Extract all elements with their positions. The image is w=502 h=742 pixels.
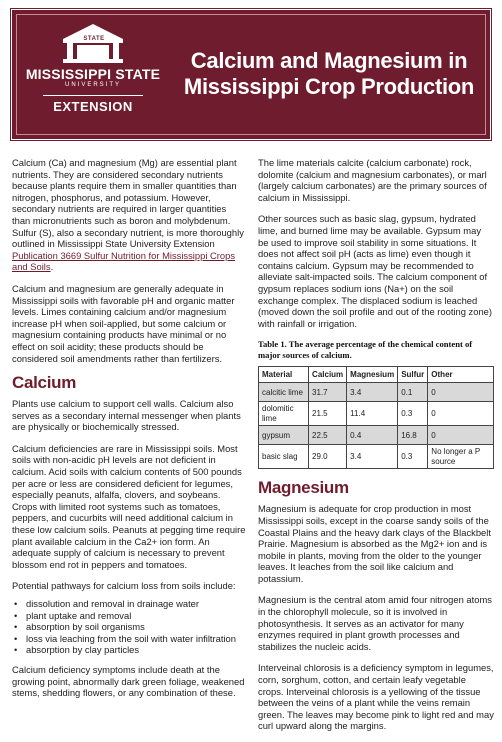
list-item: • absorption by soil organisms xyxy=(12,621,246,633)
magnesium-paragraph-3: Interveinal chlorosis is a deficiency symptom in legumes, corn, sorghum, cotton, and certain leafy vegetable crops. Interveinal chlorosis is a yellowing of the tissue between the veins of a plant while the veins remain green. The leaves may become pink to light red and may curl upward along the margins. xyxy=(258,662,494,732)
logo-university-name: MISSISSIPPI STATE xyxy=(25,66,161,82)
table-cell: 3.4 xyxy=(347,445,398,469)
table-cell: 0.3 xyxy=(398,402,428,426)
calcium-sources-table xyxy=(258,366,494,469)
table-row xyxy=(259,383,494,402)
magnesium-paragraph-2: Magnesium is the central atom amid four nitrogen atoms in the chlorophyll molecule, so it is involved in photosynthesis. It serves as an activator for many enzymes required in plant growth processes and stabilizes the nucleic acids. xyxy=(258,594,492,652)
table-caption: Table 1. The average percentage of the chemical content of major sources of calcium. xyxy=(258,339,473,360)
table-cell: 22.5 xyxy=(309,426,347,445)
table-cell: basic slag xyxy=(259,445,309,469)
column-header: Material xyxy=(259,367,309,383)
page-title: Calcium and Magnesium in Mississippi Crop Production xyxy=(183,48,475,99)
table-cell: 21.5 xyxy=(309,402,347,426)
sources-paragraph: Other sources such as basic slag, gypsum, hydrated lime, and burned lime may be available. Gypsum may be used to improve soil stability in some situations. It does not affect soil pH (acts as lime) even though it contains calcium. Gypsum may be recommended to alleviate salt-impacted soils. The calcium component of gypsum replaces sodium ions (Na+) on the soil exchange complex. The displaced sodium is leached (moved down the soil profile and out of the rooting zone) with rainfall or irrigation. xyxy=(258,213,492,329)
lime-paragraph: The lime materials calcite (calcium carbonate) rock, dolomite (calcium and magnesium carbonates), or marl (largely calcium carbonates) are the primary sources of calcium in Mississippi. xyxy=(258,157,487,203)
logo-university-sub: UNIVERSITY xyxy=(64,82,121,88)
table-cell: 0.4 xyxy=(347,426,398,445)
table-cell: 16.8 xyxy=(398,426,428,445)
column-header: Calcium xyxy=(309,367,347,383)
table-cell: 29.0 xyxy=(309,445,347,469)
right-column xyxy=(258,157,494,742)
logo-extension: EXTENSION xyxy=(53,99,133,114)
table-cell: 0 xyxy=(428,426,494,445)
logo-state-text: STATE xyxy=(83,36,105,42)
list-item: • dissolution and removal in drainage water xyxy=(12,598,246,610)
table-cell: calcitic lime xyxy=(259,383,309,402)
table-cell: dolomitic lime xyxy=(259,402,309,426)
calcium-paragraph-3: Potential pathways for calcium loss from soils include: xyxy=(12,580,236,592)
left-column xyxy=(12,157,246,709)
table-cell: 11.4 xyxy=(347,402,398,426)
list-item: • loss via leaching from the soil with water infiltration xyxy=(12,633,246,645)
table-row xyxy=(259,445,494,469)
table-row xyxy=(259,426,494,445)
msu-extension-logo xyxy=(22,23,164,130)
magnesium-paragraph-1: Magnesium is adequate for crop production in most Mississippi soils, except in the coarse sandy soils of the Coastal Plains and the heavy dark clays of the Blackbelt Prairie. Magnesium is absorbed as the Mg2+ ion and is mobile in plants, moving from the older to the younger leaves. It leaches from the soil like calcium and potassium. xyxy=(258,503,491,584)
logo-emblem-icon xyxy=(61,23,125,65)
intro-paragraph-2: Calcium and magnesium are generally adequate in Mississippi soils with favorable pH and organic matter levels. Limes containing calcium and/or magnesium increase pH when soil-applied, but some calcium or magnesium containing products have minimal or no effect on soil acidity; these products should be considered soil amendments rather than fertilizers. xyxy=(12,282,235,364)
magnesium-heading: Magnesium xyxy=(258,478,349,498)
calcium-loss-list xyxy=(12,598,246,656)
column-header: Other xyxy=(428,367,494,383)
table-cell: 0 xyxy=(428,383,494,402)
table-cell: 0.1 xyxy=(398,383,428,402)
intro-text-b: . xyxy=(50,261,54,273)
calcium-paragraph-1: Plants use calcium to support cell walls. Calcium also serves as a secondary internal messenger when plants are physically or biochemically stressed. xyxy=(12,398,241,433)
table-header-row xyxy=(259,367,494,383)
intro-paragraph-1 xyxy=(12,157,246,273)
column-header: Magnesium xyxy=(347,367,398,383)
column-header: Sulfur xyxy=(398,367,428,383)
intro-text-a: Calcium (Ca) and magnesium (Mg) are essential plant nutrients. They are considered secondary nutrients because plants require them in smaller quantities than nitrogen, phosphorus, and potassium. However, secondary nutrients are required in larger quantities than micronutrients such as boron and molybdenum. Sulfur (S), also a secondary nutrient, is more thoroughly outlined in Mississippi State University Extension xyxy=(12,157,244,250)
logo-divider xyxy=(43,95,143,96)
table-cell: gypsum xyxy=(259,426,309,445)
table-row xyxy=(259,402,494,426)
calcium-paragraph-4: Calcium deficiency symptoms include death at the growing point, abnormally dark green foliage, weakened stems, shedding flowers, or any combination of these. xyxy=(12,663,245,699)
calcium-paragraph-2: Calcium deficiencies are rare in Mississippi soils. Most soils with non-acidic pH levels are not deficient in calcium. Acid soils with calcium contents of 500 pounds per acre or less are considered deficient for legumes, especially peanuts, alfalfa, clovers, and soybeans. Crops with limited root systems such as tomatoes, peppers, and cucurbits will need additional calcium in these low calcium soils. Peanuts at pegging time require plant available calcium in the Ca2+ ion form. An adequate supply of calcium is necessary to prevent blossom end rot in peppers and tomatoes. xyxy=(12,442,246,570)
table-cell: 0.3 xyxy=(398,445,428,469)
table-cell: 3.4 xyxy=(347,383,398,402)
list-item: • plant uptake and removal xyxy=(12,610,246,622)
table-cell: 31.7 xyxy=(309,383,347,402)
list-item: • absorption by clay particles xyxy=(12,644,246,656)
table-cell: No longer a P source xyxy=(428,445,494,469)
header-banner xyxy=(11,9,491,140)
publication-link[interactable]: Publication 3669 Sulfur Nutrition for Mississippi Crops and Soils xyxy=(12,249,236,273)
calcium-heading: Calcium xyxy=(12,373,77,393)
table-cell: 0 xyxy=(428,402,494,426)
